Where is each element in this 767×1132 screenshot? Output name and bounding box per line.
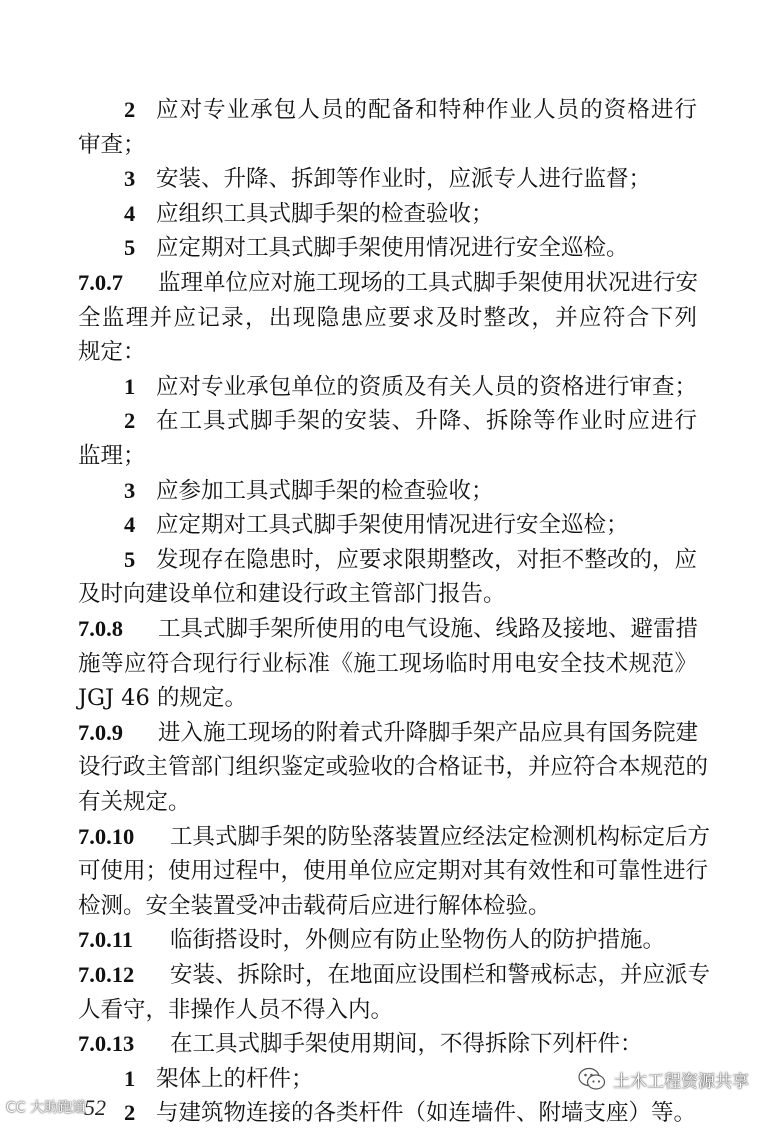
text-line <box>0 160 767 198</box>
text-line <box>0 437 767 475</box>
clause-text: 监理单位应对施工现场的工具式脚手架使用状况进行安 <box>158 270 699 296</box>
text-line <box>0 991 767 1029</box>
page-number: 52 <box>84 1095 106 1120</box>
text-line <box>0 229 767 267</box>
clause-text: 架体上的杆件； <box>156 1065 314 1092</box>
text-line <box>0 1094 767 1132</box>
clause-number: 7.0.11 <box>78 927 134 953</box>
clause-text: 审查； <box>78 131 146 158</box>
clause-text: 检测。安全装置受冲击载荷后应进行解体检验。 <box>78 892 551 919</box>
text-line <box>0 887 767 925</box>
text-line <box>0 818 767 856</box>
clause-text: 应参加工具式脚手架的检查验收； <box>156 477 494 504</box>
text-line <box>0 748 767 786</box>
clause-text: 施等应符合现行行业标准《施工现场临时用电安全技术规范》 <box>78 650 697 677</box>
watermark-left: CC 大助跑道 <box>6 1100 87 1116</box>
clause-text: 工具式脚手架的防坠落装置应经法定检测机构标定后方 <box>170 823 711 850</box>
clause-text: 及时向建设单位和建设行政主管部门报告。 <box>78 581 506 608</box>
clause-number: 2 <box>124 1100 136 1126</box>
clause-text: JGJ 46 的规定。 <box>78 685 247 712</box>
text-line <box>0 195 767 233</box>
clause-text: 应组织工具式脚手架的检查验收； <box>156 200 494 227</box>
text-line <box>0 264 767 302</box>
text-line <box>0 402 767 440</box>
clause-text: 工具式脚手架所使用的电气设施、线路及接地、避雷措 <box>158 616 699 642</box>
wechat-icon <box>577 1066 607 1092</box>
clause-number: 7.0.13 <box>78 1031 135 1057</box>
clause-number: 7.0.12 <box>78 962 135 987</box>
clause-number: 5 <box>124 235 136 261</box>
clause-text: 应对专业承包单位的资质及有关人员的资格进行审查； <box>156 373 697 400</box>
clause-text: 应对专业承包人员的配备和特种作业人员的资格进行 <box>156 97 697 123</box>
text-line <box>0 333 767 371</box>
clause-number: 3 <box>124 477 136 503</box>
clause-text: 在工具式脚手架使用期间，不得拆除下列杆件： <box>170 1031 643 1058</box>
clause-text: 规定： <box>78 339 146 366</box>
clause-number: 7.0.10 <box>78 823 135 849</box>
clause-number: 4 <box>124 512 136 538</box>
text-line <box>0 541 767 579</box>
text-line <box>0 299 767 337</box>
clause-number: 4 <box>124 200 136 226</box>
watermark-right <box>577 1064 749 1094</box>
text-line <box>0 645 767 683</box>
clause-number: 7.0.7 <box>78 270 123 295</box>
clause-text: 设行政主管部门组织鉴定或验收的合格证书，并应符合本规范的 <box>78 754 709 781</box>
clause-number: 7.0.9 <box>78 719 123 745</box>
text-line <box>0 679 767 717</box>
text-line <box>0 783 767 821</box>
clause-text: 人看守，非操作人员不得入内。 <box>78 996 394 1023</box>
clause-text: 应定期对工具式脚手架使用情况进行安全巡检； <box>156 512 629 539</box>
text-line <box>0 852 767 890</box>
clause-text: 临街搭设时，外侧应有防止坠物伤人的防护措施。 <box>170 927 666 954</box>
clause-text: 可使用；使用过程中，使用单位应定期对其有效性和可靠性进行 <box>78 858 709 885</box>
clause-text: 发现存在隐患时，应要求限期整改，对拒不整改的，应 <box>156 546 697 573</box>
text-line <box>0 610 767 648</box>
clause-text: 应定期对工具式脚手架使用情况进行安全巡检。 <box>156 235 629 262</box>
text-line <box>0 472 767 510</box>
clause-number: 2 <box>124 408 136 434</box>
text-line <box>0 575 767 613</box>
text-line <box>0 91 767 129</box>
clause-number: 1 <box>124 373 136 399</box>
clause-text: 安装、升降、拆卸等作业时，应派专人进行监督； <box>156 166 652 193</box>
clause-text: 进入施工现场的附着式升降脚手架产品应具有国务院建 <box>158 719 699 746</box>
text-line <box>0 506 767 544</box>
text-line <box>0 1025 767 1063</box>
watermark-right-text: 土木工程资源共享 <box>613 1071 749 1092</box>
clause-text: 安装、拆除时，在地面应设围栏和警戒标志，并应派专 <box>170 962 711 988</box>
text-line <box>0 956 767 994</box>
clause-number: 7.0.8 <box>78 616 123 641</box>
clause-text: 在工具式脚手架的安装、升降、拆除等作业时应进行 <box>156 408 697 435</box>
text-line <box>0 921 767 959</box>
clause-text: 监理； <box>78 443 146 469</box>
clause-number: 3 <box>124 166 136 192</box>
clause-text: 与建筑物连接的各类杆件（如连墙件、附墙支座）等。 <box>156 1100 697 1127</box>
text-line <box>0 714 767 752</box>
clause-number: 2 <box>124 97 136 122</box>
clause-text: 有关规定。 <box>78 789 191 815</box>
clause-text: 全监理并应记录，出现隐患应要求及时整改，并应符合下列 <box>78 304 697 331</box>
text-line <box>0 126 767 164</box>
clause-number: 5 <box>124 546 136 572</box>
text-line <box>0 368 767 406</box>
clause-number: 1 <box>124 1065 136 1091</box>
